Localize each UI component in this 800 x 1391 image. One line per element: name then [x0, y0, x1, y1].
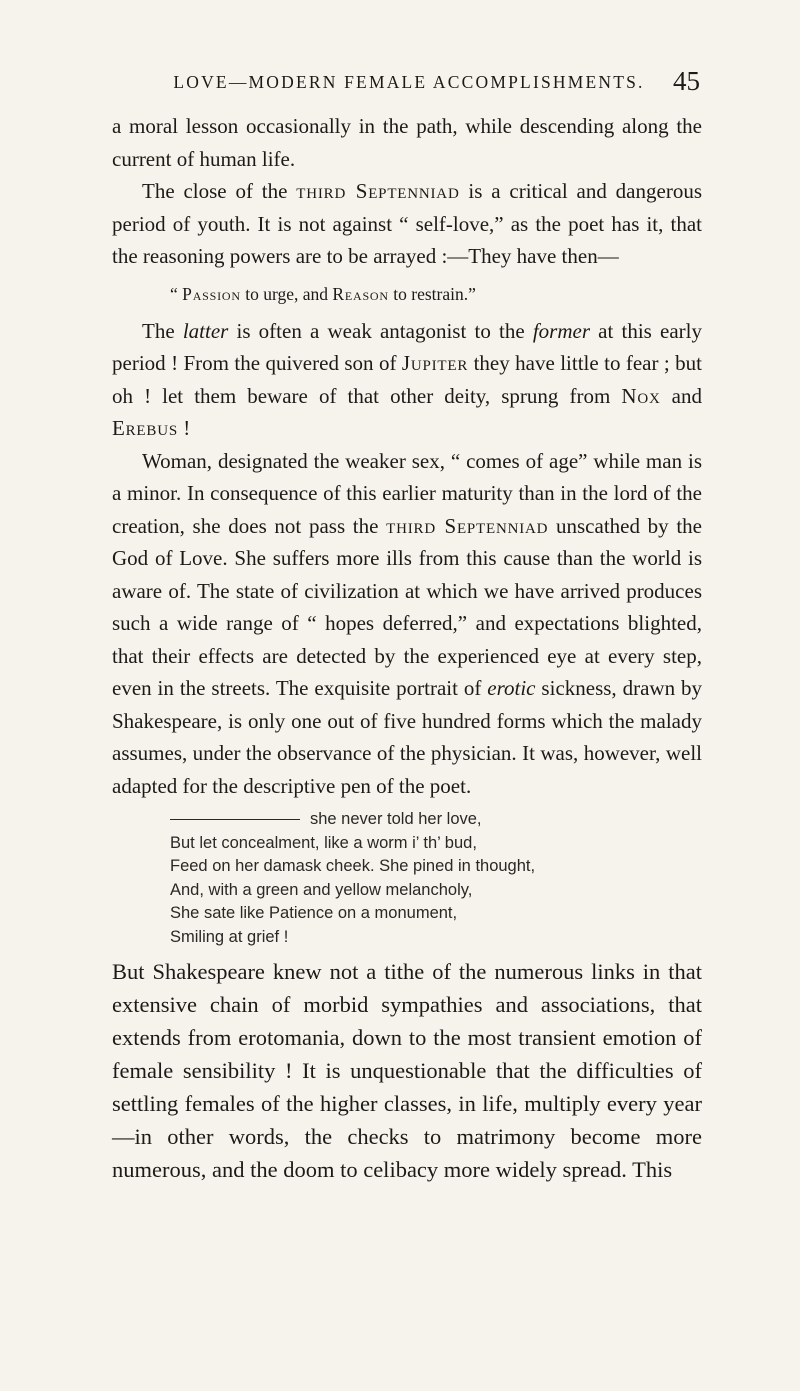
- paragraph-4-text-a: Woman, designated the weaker sex, “ comes of age” while man is a minor. In consequence of this earlier maturity than in the lord of the creation, she does not pass the: [112, 448, 702, 538]
- paragraph-3-text-c: at this early period ! From the quivered son of: [112, 318, 702, 375]
- quote-mid: to urge, and: [240, 283, 333, 304]
- verse-quotation: [112, 808, 702, 949]
- nox-name: Nox: [621, 383, 661, 408]
- paragraph-2-text-b: is a critical and dangerous period of youth. It is not against “ self-love,” as the poet has it, that the reasoning powers are to be arrayed :—They have then—: [112, 179, 702, 268]
- paragraph-4-text-c: sickness, drawn by Shakespeare, is only one out of five hundred forms which the malady assumes, under the observance of the physician. It was, however, well adapted for the descriptive pen of the poet.: [112, 676, 702, 798]
- paragraph-2-text-a: The close of the: [142, 179, 297, 203]
- former-italic: former: [532, 318, 590, 343]
- paragraph-3-text-a: The: [142, 318, 183, 343]
- verse-line-text: she never told her love,: [310, 810, 482, 828]
- verse-line: Feed on her damask cheek. She pined in thought,: [170, 857, 536, 875]
- erotic-italic: erotic: [487, 676, 536, 700]
- paragraph-3-text-f: !: [177, 416, 191, 440]
- paragraph-3: [112, 315, 702, 445]
- paragraph-2: [112, 175, 702, 273]
- paragraph-4: [112, 445, 702, 803]
- body-text: [112, 110, 702, 1186]
- verse-line: Smiling at grief !: [170, 927, 289, 946]
- quotation: [112, 281, 702, 307]
- paragraph-4-text-b: unscathed by the God of Love. She suffers more ills from this cause than the world is aware of. The state of civilization at which we have arrived produces such a wide range of “ hopes deferred,” and expectations blighted, that their effects are detected by the experienced eye at every step, even in the streets. The exquisite portrait of: [112, 513, 702, 700]
- paragraph-1: a moral lesson occasionally in the path, while descending along the current of human life.: [112, 114, 702, 171]
- verse-line: But let concealment, like a worm i’ th’ bud,: [170, 833, 477, 852]
- page-number: 45: [673, 66, 700, 96]
- paragraph-3-text-d: they have little to fear ; but oh ! let them beware of that other deity, sprung from: [112, 351, 702, 408]
- erebus-name: Erebus: [112, 416, 178, 440]
- quote-reason: Reason: [332, 283, 389, 304]
- quote-open: “: [170, 283, 183, 304]
- verse-dash-rule: [170, 819, 300, 820]
- latter-italic: latter: [182, 318, 229, 343]
- running-head: LOVE—MODERN FEMALE ACCOMPLISHMENTS.: [173, 72, 645, 92]
- jupiter-name: Jupiter: [401, 351, 469, 375]
- paragraph-3-text-e: and: [660, 383, 703, 408]
- verse-line: And, with a green and yellow melancholy,: [170, 880, 473, 899]
- third-septenniad-term: third Septenniad: [296, 179, 460, 203]
- paragraph-5: But Shakespeare knew not a tithe of the numerous links in that extensive chain of morbid sympathies and associations, that extends from erotomania, down to the most transient emotion of female sensibility ! It is unquestionable that the difficulties of settling females of the higher classes, in life, multiply every year—in other words, the checks to matrimony become more numerous, and the doom to celibacy more widely spread. This: [112, 959, 702, 1182]
- third-septenniad-term-2: third Septenniad: [386, 513, 549, 538]
- verse-line: She sate like Patience on a monument,: [170, 904, 458, 922]
- paragraph-3-text-b: is often a weak antagonist to the: [228, 318, 533, 343]
- quote-passion: Passion: [182, 283, 241, 304]
- page-header: [118, 66, 700, 106]
- verse-line: [170, 808, 702, 832]
- quote-close: to restrain.”: [388, 283, 476, 304]
